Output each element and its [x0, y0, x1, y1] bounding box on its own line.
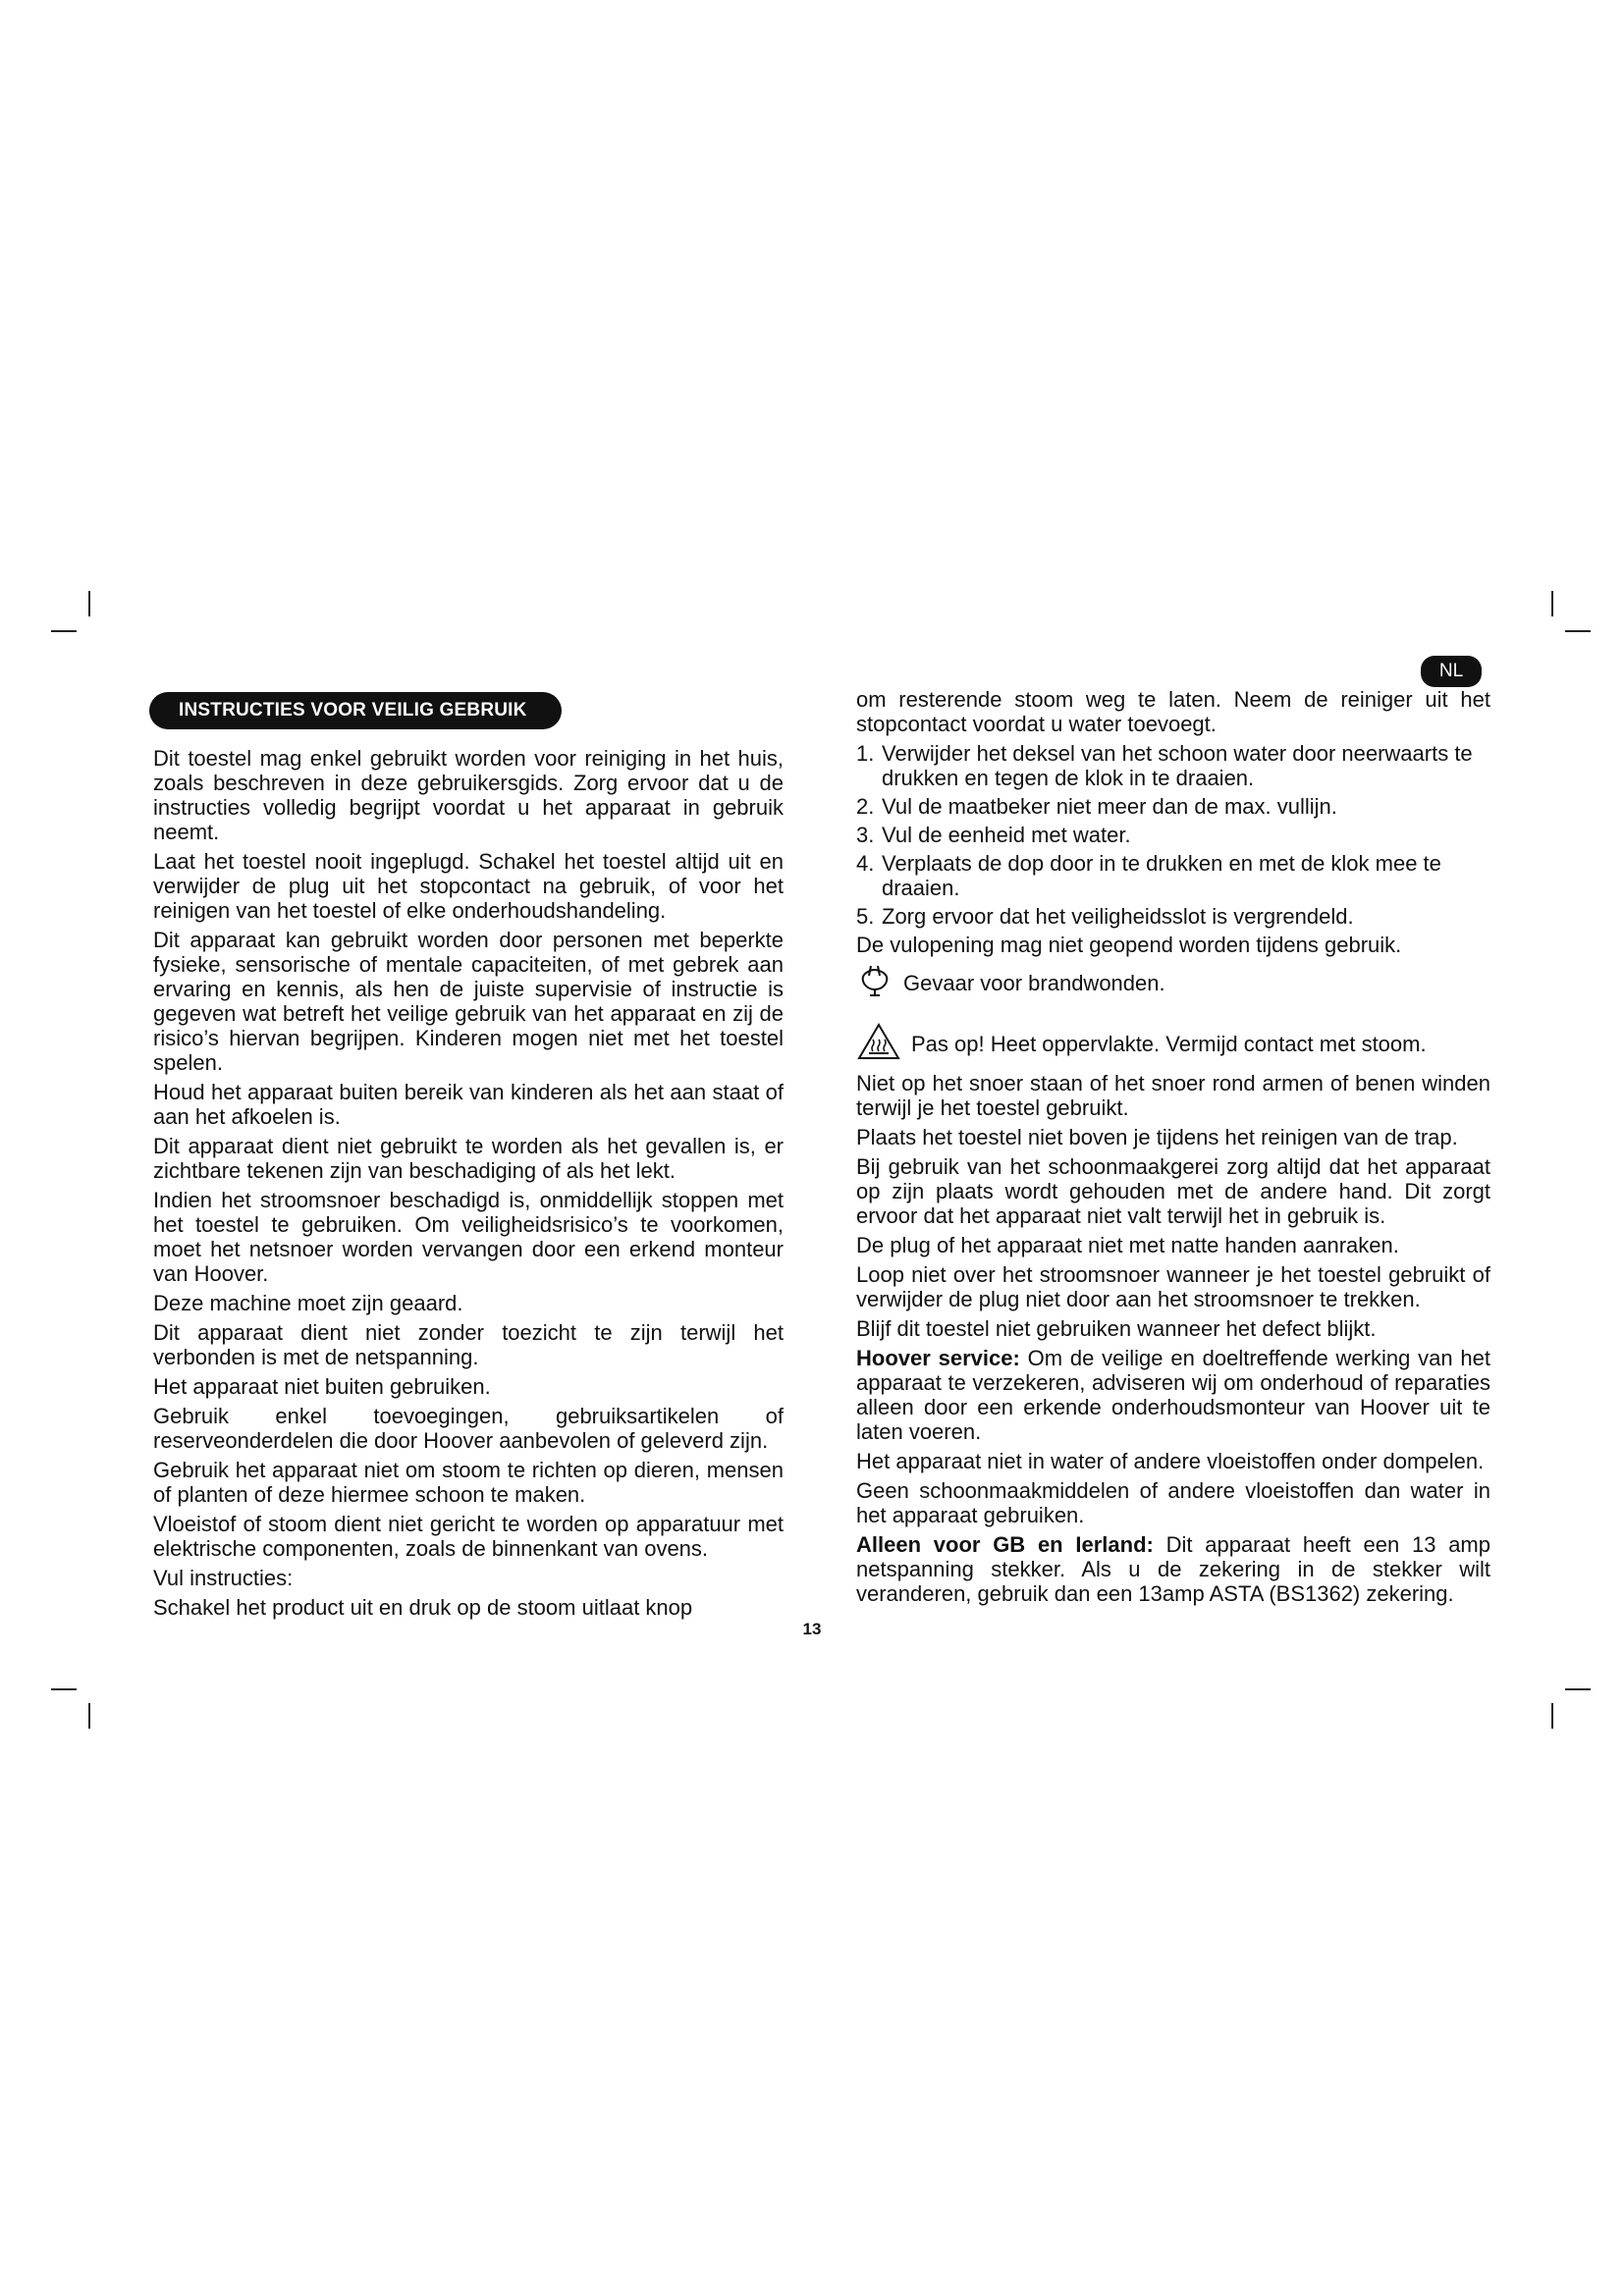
paragraph: Blijf dit toestel niet gebruiken wanneer het defect blijkt.	[856, 1316, 1377, 1341]
paragraph: Dit apparaat kan gebruikt worden door personen met beperkte fysieke, sensorische of mentale capaciteiten, of met gebrek aan ervaring en kennis, als hen de juiste supervisie of instructie is gegeven wat betreft het veilige gebruik van het apparaat en zij de risico’s hiervan begrijpen. Kinderen mogen niet met het toestel spelen.	[153, 928, 784, 1075]
paragraph: Dit apparaat dient niet zonder toezicht te zijn terwijl het verbonden is met de netspanning.	[153, 1320, 784, 1369]
fill-steps-list	[856, 741, 1490, 929]
paragraph: Laat het toestel nooit ingeplugd. Schakel het toestel altijd uit en verwijder de plug uit het stopcontact na gebruik, of voor het reinigen van het toestel of elke onderhoudshandeling.	[153, 849, 784, 923]
paragraph: Geen schoonmaakmiddelen of andere vloeistoffen dan water in het apparaat gebruiken.	[856, 1478, 1490, 1527]
crop-mark-bottom-left-v	[88, 1703, 90, 1729]
hoover-service-paragraph: Hoover service: Om de veilige en doeltreffende werking van het apparaat te verzekeren, adviseren wij om onderhoud of reparaties alleen door een erkende onderhoudsmonteur van Hoover uit te laten voeren.	[856, 1346, 1490, 1444]
paragraph: Indien het stroomsnoer beschadigd is, onmiddellijk stoppen met het toestel te gebruiken. Om veiligheidsrisico’s te voorkomen, moet het netsnoer worden vervangen door een erkend monteur van Hoover.	[153, 1188, 784, 1286]
right-column	[856, 687, 1490, 1611]
paragraph: Deze machine moet zijn geaard.	[153, 1291, 463, 1315]
crop-mark-top-left-v	[88, 591, 90, 616]
hot-surface-warning	[856, 1022, 1490, 1066]
paragraph: om resterende stoom weg te laten. Neem de reiniger uit het stopcontact voordat u water toevoegt.	[856, 687, 1490, 736]
page-number: 13	[802, 1620, 822, 1638]
gb-ireland-paragraph: Alleen voor GB en Ierland: Dit apparaat heeft een 13 amp netspanning stekker. Als u de zekering in de stekker wilt veranderen, gebruik dan een 13amp ASTA (BS1362) zekering.	[856, 1532, 1490, 1606]
crop-mark-bottom-left-h	[51, 1688, 77, 1690]
hot-surface-icon	[856, 1022, 901, 1066]
paragraph: De plug of het apparaat niet met natte handen aanraken.	[856, 1233, 1399, 1257]
hoover-service-label: Hoover service:	[856, 1346, 1020, 1370]
list-item: 1. Verwijder het deksel van het schoon water door neerwaarts te drukken en tegen de klok in te draaien.	[856, 741, 1473, 790]
left-column	[153, 746, 784, 1625]
crop-mark-bottom-right-v	[1551, 1703, 1553, 1729]
burn-warning	[856, 962, 1490, 1004]
paragraph: Dit apparaat dient niet gebruikt te worden als het gevallen is, er zichtbare tekenen zijn van beschadiging of als het lekt.	[153, 1134, 784, 1183]
paragraph: Schakel het product uit en druk op de stoom uitlaat knop	[153, 1595, 693, 1620]
list-item: 5. Zorg ervoor dat het veiligheidsslot is vergrendeld.	[856, 904, 1354, 929]
paragraph: Loop niet over het stroomsnoer wanneer je het toestel gebruikt of verwijder de plug niet door aan het stroomsnoer te trekken.	[856, 1262, 1490, 1311]
paragraph: Vloeistof of stoom dient niet gericht te worden op apparatuur met elektrische componenten, zoals de binnenkant van ovens.	[153, 1512, 784, 1561]
crop-mark-top-left-h	[51, 630, 77, 632]
hot-warning-text: Pas op! Heet oppervlakte. Vermijd contact met stoom.	[911, 1032, 1427, 1056]
section-title: INSTRUCTIES VOOR VEILIG GEBRUIK	[149, 692, 562, 729]
crop-mark-top-right-v	[1551, 591, 1553, 616]
list-item: 2. Vul de maatbeker niet meer dan de max. vullijn.	[856, 794, 1337, 819]
gb-ireland-label: Alleen voor GB en Ierland:	[856, 1532, 1154, 1557]
paragraph: Het apparaat niet in water of andere vloeistoffen onder dompelen.	[856, 1449, 1485, 1473]
paragraph: Gebruik het apparaat niet om stoom te richten op dieren, mensen of planten of deze hiermee schoon te maken.	[153, 1458, 784, 1507]
paragraph: Niet op het snoer staan of het snoer rond armen of benen winden terwijl je het toestel gebruikt.	[856, 1071, 1490, 1120]
crop-mark-bottom-right-h	[1565, 1688, 1591, 1690]
paragraph: Houd het apparaat buiten bereik van kinderen als het aan staat of aan het afkoelen is.	[153, 1080, 784, 1129]
paragraph: Bij gebruik van het schoonmaakgerei zorg altijd dat het apparaat op zijn plaats wordt gehouden met de andere hand. Dit zorgt ervoor dat het apparaat niet valt terwijl het in gebruik is.	[856, 1154, 1490, 1228]
paragraph: Gebruik enkel toevoegingen, gebruiksartikelen of reserveonderdelen die door Hoover aanbevolen of geleverd zijn.	[153, 1404, 784, 1453]
paragraph: Vul instructies:	[153, 1566, 294, 1590]
list-item: 4. Verplaats de dop door in te drukken en met de klok mee te draaien.	[856, 851, 1441, 900]
steam-burn-icon	[856, 962, 893, 1004]
language-badge: NL	[1421, 656, 1482, 687]
burn-warning-text: Gevaar voor brandwonden.	[903, 971, 1165, 995]
list-item: 3. Vul de eenheid met water.	[856, 823, 1131, 847]
paragraph: Dit toestel mag enkel gebruikt worden voor reiniging in het huis, zoals beschreven in deze gebruikersgids. Zorg ervoor dat u de instructies volledig begrijpt voordat u het apparaat in gebruik neemt.	[153, 746, 784, 844]
paragraph: Het apparaat niet buiten gebruiken.	[153, 1374, 491, 1399]
paragraph: Plaats het toestel niet boven je tijdens het reinigen van de trap.	[856, 1125, 1458, 1149]
paragraph: De vulopening mag niet geopend worden tijdens gebruik.	[856, 933, 1402, 957]
crop-mark-top-right-h	[1565, 630, 1591, 632]
